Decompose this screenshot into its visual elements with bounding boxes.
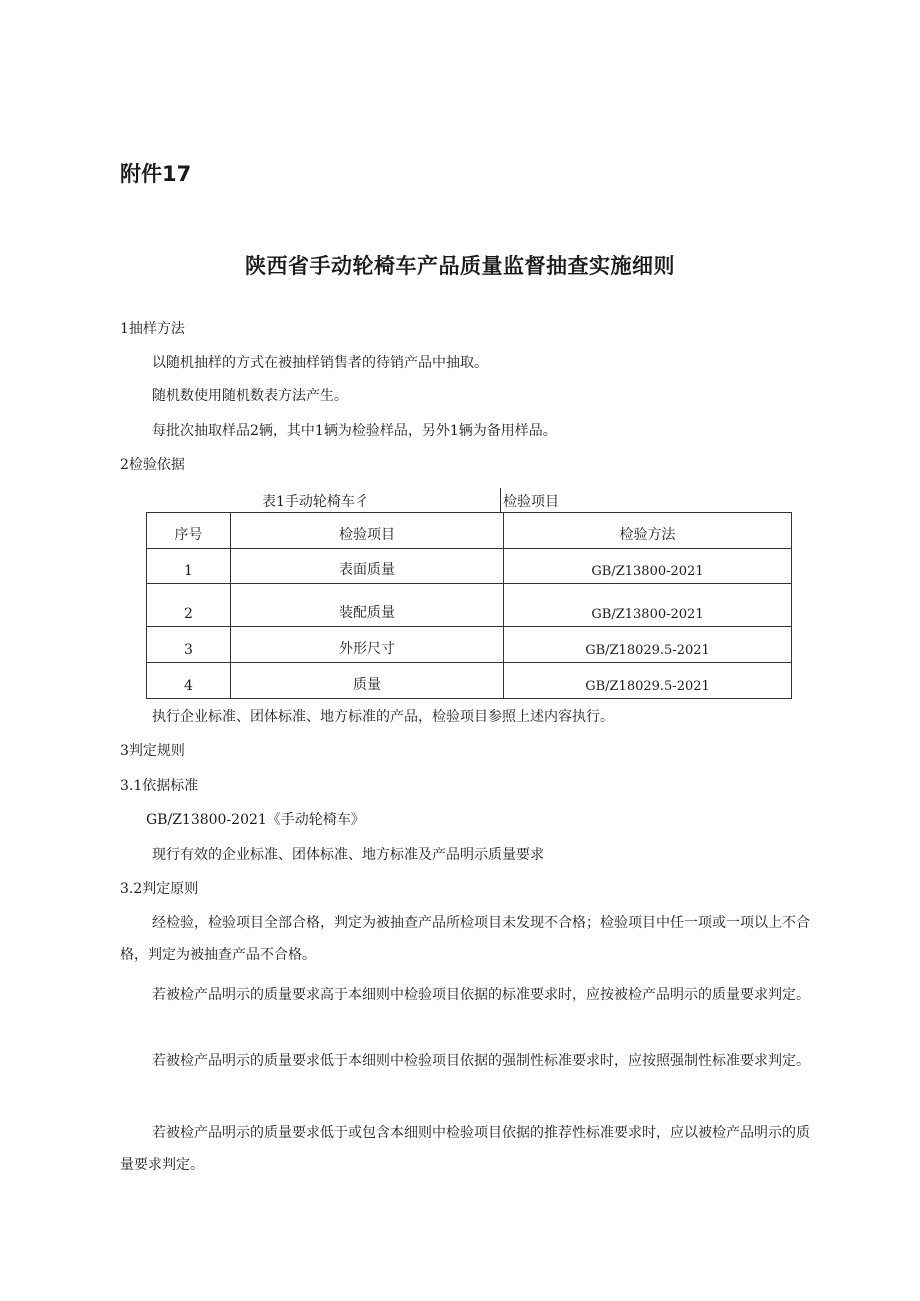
table-row bbox=[147, 663, 792, 699]
table-cell: 4 bbox=[147, 663, 231, 699]
section-3-heading: 3判定规则 bbox=[120, 743, 185, 759]
document-title: 陕西省手动轮椅车产品质量监督抽查实施细则 bbox=[245, 254, 675, 278]
section-2-heading: 2检验依据 bbox=[120, 457, 185, 473]
section-3-2-paragraph: 经检验，检验项目全部合格，判定为被抽查产品所检项目未发现不合格；检验项目中任一项或一项以上不合格，判定为被抽查产品不合格。 bbox=[120, 915, 810, 963]
table-note: 执行企业标准、团体标准、地方标准的产品，检验项目参照上述内容执行。 bbox=[152, 709, 614, 725]
attachment-label: 附件17 bbox=[120, 162, 192, 186]
table-row bbox=[147, 549, 792, 584]
table-header-cell: 检验方法 bbox=[504, 513, 792, 549]
table-cell: 表面质量 bbox=[231, 549, 504, 584]
section-1-heading: 1抽样方法 bbox=[120, 321, 185, 337]
section-3-2-paragraph: 若被检产品明示的质量要求高于本细则中检验项目依据的标准要求时，应按被检产品明示的质量要求判定。 bbox=[152, 987, 810, 1003]
table-cell: 外形尺寸 bbox=[231, 627, 504, 663]
table-row bbox=[147, 627, 792, 663]
table-row bbox=[147, 584, 792, 627]
table-caption-right: 检验项目 bbox=[503, 494, 559, 510]
table-cell: GB/Z13800-2021 bbox=[504, 584, 792, 627]
section-1-paragraph: 随机数使用随机数表方法产生。 bbox=[152, 388, 348, 404]
section-3-1-heading: 3.1依据标准 bbox=[120, 778, 199, 794]
section-3-2-paragraph: 若被检产品明示的质量要求低于或包含本细则中检验项目依据的推荐性标准要求时，应以被检产品明示的质量要求判定。 bbox=[120, 1125, 810, 1173]
table-header-cell: 检验项目 bbox=[231, 513, 504, 549]
table-header-row bbox=[147, 513, 792, 549]
table-cell: 装配质量 bbox=[231, 584, 504, 627]
table-cell: 1 bbox=[147, 549, 231, 584]
table-cell: 质量 bbox=[231, 663, 504, 699]
section-3-2-paragraph: 若被检产品明示的质量要求低于本细则中检验项目依据的强制性标准要求时，应按照强制性标准要求判定。 bbox=[152, 1053, 810, 1069]
section-1-paragraph: 每批次抽取样品2辆，其中1辆为检验样品，另外1辆为备用样品。 bbox=[152, 423, 557, 439]
caption-divider bbox=[500, 488, 501, 512]
table-caption-left: 表1手动轮椅车彳 bbox=[262, 494, 369, 510]
inspection-items-table bbox=[146, 512, 792, 699]
section-1-paragraph: 以随机抽样的方式在被抽样销售者的待销产品中抽取。 bbox=[152, 355, 488, 371]
table-header-cell: 序号 bbox=[147, 513, 231, 549]
standard-reference: GB/Z13800-2021《手动轮椅车》 bbox=[146, 812, 365, 828]
table-cell: 2 bbox=[147, 584, 231, 627]
table-cell: GB/Z18029.5-2021 bbox=[504, 663, 792, 699]
section-3-2-heading: 3.2判定原则 bbox=[120, 881, 199, 897]
table-cell: 3 bbox=[147, 627, 231, 663]
table-cell: GB/Z18029.5-2021 bbox=[504, 627, 792, 663]
section-3-1-paragraph: 现行有效的企业标准、团体标准、地方标准及产品明示质量要求 bbox=[152, 847, 544, 863]
table-cell: GB/Z13800-2021 bbox=[504, 549, 792, 584]
